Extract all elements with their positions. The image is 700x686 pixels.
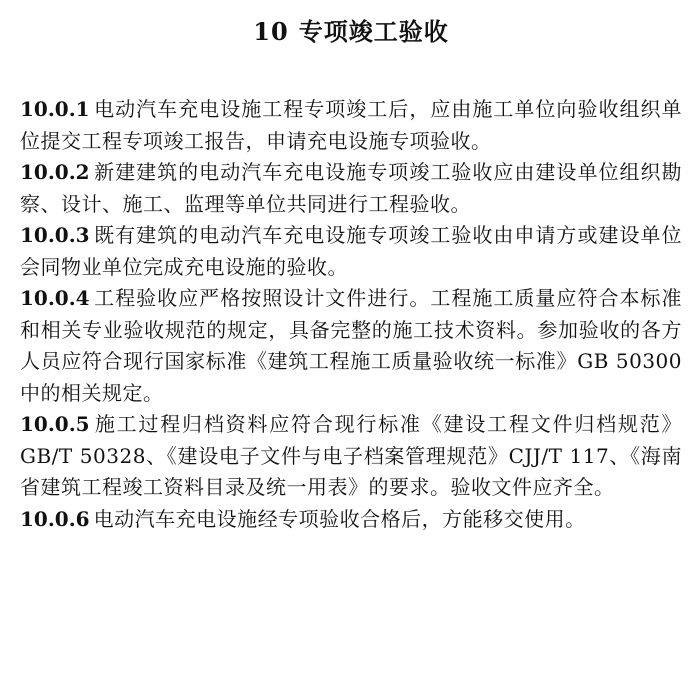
chapter-number: 10 [253,17,289,46]
chapter-heading [20,0,682,58]
chapter-title: 专项竣工验收 [298,17,449,46]
section-text: 工程验收应严格按照设计文件进行。工程施工质量应符合本标准和相关专业验收规范的规定，具备完整的施工技术资料。参加验收的各方人员应符合现行国家标准《建筑工程施工质量验收统一标准》GB 50300 中的相关规定。 [20,286,682,405]
section-text: 既有建筑的电动汽车充电设施专项竣工验收由申请方或建设单位会同物业单位完成充电设施的验收。 [20,223,682,279]
section-list [20,94,682,535]
section-number: 10.0.4 [20,286,90,310]
section-10-0-4 [20,283,682,409]
section-10-0-1 [20,94,682,157]
section-number: 10.0.5 [20,412,90,436]
section-number: 10.0.3 [20,223,90,247]
section-10-0-5 [20,409,682,504]
section-number: 10.0.1 [20,97,90,121]
section-text: 新建建筑的电动汽车充电设施专项竣工验收应由建设单位组织勘察、设计、施工、监理等单位共同进行工程验收。 [20,160,682,216]
section-10-0-3 [20,220,682,283]
section-10-0-6 [20,504,682,536]
section-number: 10.0.6 [20,506,90,531]
section-text: 施工过程归档资料应符合现行标准《建设工程文件归档规范》GB/T 50328、《建设电子文件与电子档案管理规范》CJJ/T 117、《海南省建筑工程竣工资料目录及统一用表》的要求。验收文件应齐全。 [20,412,682,499]
section-text: 电动汽车充电设施经专项验收合格后，方能移交使用。 [93,506,586,531]
section-10-0-2 [20,157,682,220]
section-text: 电动汽车充电设施工程专项竣工后，应由施工单位向验收组织单位提交工程专项竣工报告，申请充电设施专项验收。 [20,97,682,153]
section-number: 10.0.2 [20,160,90,184]
